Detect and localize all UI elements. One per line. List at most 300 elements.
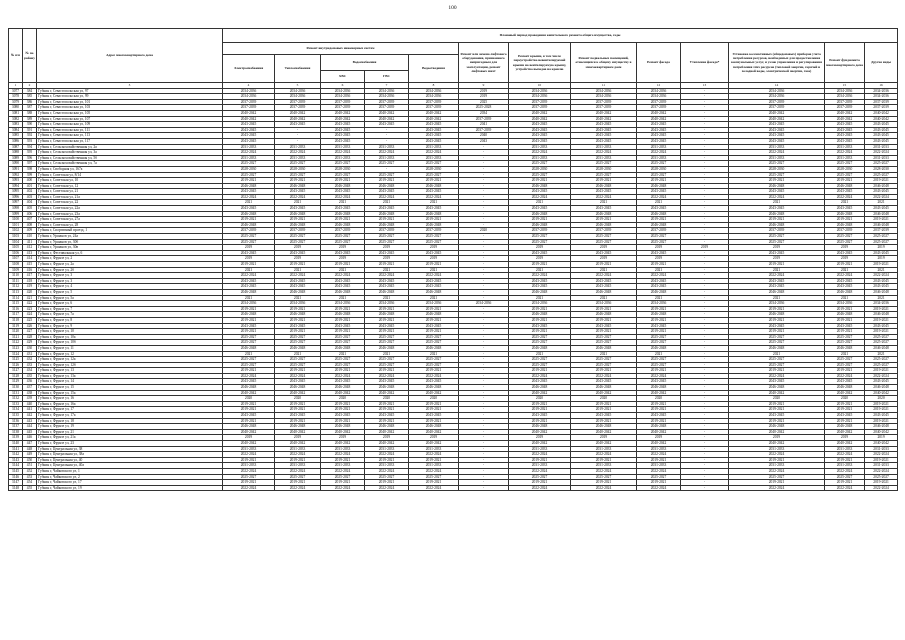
table-cell: 2025-2027 (321, 172, 365, 178)
table-cell: 2043-2045 (571, 138, 637, 144)
table-cell: 2043-2045 (637, 323, 681, 329)
table-cell: 2046-2048 (865, 183, 898, 189)
table-cell: 2034-2036 (459, 301, 509, 307)
table-cell: - (459, 161, 509, 167)
table-cell: 2043-2045 (509, 323, 571, 329)
column-number: 2 (23, 83, 37, 89)
table-cell: 2022-2024 (365, 485, 409, 491)
table-cell: 2043-2045 (571, 413, 637, 419)
table-cell: 397 (23, 161, 37, 167)
address-cell: Губкин г, Фрунзе ул, 19 (37, 424, 223, 430)
table-cell: 2037-2039 (637, 228, 681, 234)
table-cell: 2037-2039 (409, 228, 459, 234)
table-cell: 2043-2045 (409, 379, 459, 385)
table-cell: - (365, 166, 409, 172)
table-cell: 2021 (729, 200, 825, 206)
table-cell: 2040-2042 (223, 110, 275, 116)
table-cell: 2019 (729, 256, 825, 262)
table-cell: 2019-2021 (571, 178, 637, 184)
table-cell: 2046-2048 (729, 345, 825, 351)
table-cell: 2025-2027 (729, 161, 825, 167)
table-cell: - (459, 457, 509, 463)
table-cell: - (365, 127, 409, 133)
table-cell: 2025-2027 (571, 239, 637, 245)
table-cell: 2019 (571, 256, 637, 262)
table-cell: 2022-2024 (321, 273, 365, 279)
table-cell: 2025-2027 (509, 239, 571, 245)
table-cell: 2034-2036 (275, 301, 321, 307)
table-cell: 2031-2033 (275, 446, 321, 452)
table-cell: 2034-2036 (321, 94, 365, 100)
table-cell: 2046-2048 (509, 424, 571, 430)
table-cell: 2031-2033 (825, 144, 865, 150)
table-cell: 2046-2048 (275, 312, 321, 318)
table-cell: 2022-2024 (409, 373, 459, 379)
table-cell: 2022-2024 (509, 150, 571, 156)
address-cell: Губкин г, Фрунзе ул, 5а (37, 295, 223, 301)
table-cell: 2046-2048 (571, 211, 637, 217)
address-cell: Губкин г, Уршанов ул, 24а (37, 234, 223, 240)
table-cell: 2037-2039 (509, 105, 571, 111)
table-cell: 2040-2042 (409, 429, 459, 435)
table-cell: 2019-2021 (509, 217, 571, 223)
table-cell: 2046-2048 (729, 222, 825, 228)
table-cell: 2019 (321, 245, 365, 251)
table-cell: 2022-2024 (365, 273, 409, 279)
table-cell: - (459, 379, 509, 385)
table-cell: 2020 (637, 396, 681, 402)
table-cell: 3136 (9, 418, 23, 424)
table-cell: 2037-2039 (571, 105, 637, 111)
table-cell: 2025-2027 (729, 357, 825, 363)
table-cell: 2019-2021 (825, 401, 865, 407)
table-cell: - (681, 284, 729, 290)
table-cell: - (681, 345, 729, 351)
address-cell: Губкин г, Фрунзе ул, 15а (37, 390, 223, 396)
table-cell: 2043-2045 (365, 284, 409, 290)
table-cell: 2031-2033 (865, 155, 898, 161)
table-cell: 2037-2039 (321, 99, 365, 105)
table-cell: 2025-2027 (409, 334, 459, 340)
table-cell: 2031-2033 (509, 446, 571, 452)
table-cell: 2019-2021 (275, 262, 321, 268)
table-cell: 3094 (9, 183, 23, 189)
table-cell: - (681, 295, 729, 301)
table-cell: 2037-2039 (865, 228, 898, 234)
table-cell: 2019 (275, 245, 321, 251)
table-cell: 2021 (509, 200, 571, 206)
address-cell: Губкин г, Фрунзе ул, 2б (37, 267, 223, 273)
table-cell: - (681, 301, 729, 307)
table-cell: 2046-2048 (509, 211, 571, 217)
table-cell: 2025-2027 (321, 334, 365, 340)
table-cell: 452 (23, 468, 37, 474)
table-cell: 2043-2045 (365, 206, 409, 212)
table-cell: - (459, 245, 509, 251)
table-cell: 2031-2033 (321, 446, 365, 452)
table-cell: - (681, 150, 729, 156)
table-cell: 3095 (9, 189, 23, 195)
table-cell: 2025-2027 (729, 234, 825, 240)
table-cell: 2025-2027 (637, 234, 681, 240)
table-cell: 2019-2021 (865, 217, 898, 223)
table-cell: - (681, 390, 729, 396)
table-cell: 2040-2042 (275, 390, 321, 396)
table-cell: 2043-2045 (729, 278, 825, 284)
table-cell: 2022-2024 (409, 150, 459, 156)
table-cell: 2019-2021 (637, 329, 681, 335)
table-cell: 2031-2033 (637, 155, 681, 161)
table-cell: 2043-2045 (275, 122, 321, 128)
header-water-group: Водоснабжения (321, 55, 409, 71)
table-cell: 3088 (9, 150, 23, 156)
address-cell: Губкин г, Фрунзе ул, 9 (37, 323, 223, 329)
table-cell: 2019-2021 (365, 306, 409, 312)
table-cell: 2037-2039 (365, 228, 409, 234)
table-cell: 2034-2036 (509, 94, 571, 100)
table-cell: 444 (23, 424, 37, 430)
table-cell: 3139 (9, 435, 23, 441)
table-cell: 2037-2039 (865, 105, 898, 111)
address-cell: Губкин г, Фрунзе ул, 7а (37, 312, 223, 318)
table-cell: 2046-2048 (865, 312, 898, 318)
table-cell: 2019-2021 (637, 306, 681, 312)
table-cell: 2046-2048 (365, 424, 409, 430)
table-cell: 2019-2021 (637, 407, 681, 413)
address-cell: Губкин г, Фрунзе ул, 10а (37, 334, 223, 340)
table-cell: 2019-2021 (409, 407, 459, 413)
table-cell: 2031-2033 (223, 155, 275, 161)
table-cell: 2019-2021 (275, 317, 321, 323)
table-cell: 3100 (9, 217, 23, 223)
column-number: 7 (365, 83, 409, 89)
table-cell: 2022-2024 (365, 468, 409, 474)
table-cell: 445 (23, 429, 37, 435)
table-cell: 2046-2048 (275, 289, 321, 295)
table-cell: - (275, 133, 321, 139)
table-cell: 2043-2045 (729, 138, 825, 144)
table-cell: 3120 (9, 329, 23, 335)
table-cell: 2046-2048 (825, 424, 865, 430)
table-cell: 2025-2027 (509, 362, 571, 368)
table-cell: 2019-2021 (275, 368, 321, 374)
table-cell: 2019-2021 (729, 480, 825, 486)
table-cell: 2020 (865, 396, 898, 402)
table-cell: 2025-2027 (571, 161, 637, 167)
table-cell: 2034-2036 (865, 94, 898, 100)
table-cell: 2037-2039 (409, 105, 459, 111)
table-cell: 2022-2024 (321, 468, 365, 474)
table-cell: 2043-2045 (223, 413, 275, 419)
table-cell: 2019-2021 (571, 306, 637, 312)
table-cell: 2028-2030 (321, 166, 365, 172)
table-cell: 2019-2021 (365, 418, 409, 424)
table-cell: 2046-2048 (865, 385, 898, 391)
table-cell: 3128 (9, 373, 23, 379)
table-cell: 2022-2024 (825, 485, 865, 491)
table-cell: 2037-2039 (365, 105, 409, 111)
table-cell: 2021 (275, 267, 321, 273)
table-cell: 2040-2042 (571, 110, 637, 116)
table-cell: - (681, 178, 729, 184)
table-cell: 2019-2021 (865, 329, 898, 335)
table-cell: 2046-2048 (637, 385, 681, 391)
table-cell: 2043-2045 (509, 413, 571, 419)
address-cell: Губкин г, Фрунзе ул, 4 (37, 284, 223, 290)
table-cell: - (459, 385, 509, 391)
table-cell: 405 (23, 206, 37, 212)
table-cell: 2019-2021 (637, 262, 681, 268)
table-cell: - (681, 357, 729, 363)
table-cell: 401 (23, 183, 37, 189)
table-cell: 2025-2027 (825, 357, 865, 363)
table-cell: - (459, 144, 509, 150)
table-cell: 2028-2030 (409, 166, 459, 172)
table-cell: 2046-2048 (223, 289, 275, 295)
table-cell: 2031-2033 (865, 144, 898, 150)
table-cell: 2022-2024 (825, 452, 865, 458)
table-cell: 3079 (9, 99, 23, 105)
table-cell: 3105 (9, 245, 23, 251)
table-cell: 2019-2021 (729, 401, 825, 407)
table-cell: 2022-2024 (865, 468, 898, 474)
address-cell: Губкин г, Чайковского ул, 17 (37, 480, 223, 486)
table-cell: 2028-2030 (509, 166, 571, 172)
table-cell: 2019-2021 (409, 457, 459, 463)
table-cell: 2046-2048 (729, 183, 825, 189)
table-cell: - (459, 239, 509, 245)
table-cell: 3146 (9, 474, 23, 480)
address-cell: Губкин г, Фрунзе ул, 8 (37, 317, 223, 323)
table-cell: 2019 (321, 256, 365, 262)
table-cell: - (459, 368, 509, 374)
table-cell: 2022-2024 (409, 485, 459, 491)
table-cell: 2019-2021 (637, 178, 681, 184)
table-cell: 417 (23, 273, 37, 279)
table-cell: 2046-2048 (729, 211, 825, 217)
table-cell: 2019-2021 (275, 178, 321, 184)
table-cell: 412 (23, 245, 37, 251)
table-cell: 2019-2021 (275, 401, 321, 407)
table-cell: 2022-2024 (223, 485, 275, 491)
table-cell: 2025-2027 (223, 334, 275, 340)
table-cell: 3083 (9, 122, 23, 128)
table-cell: - (681, 429, 729, 435)
table-cell: 2043-2045 (321, 379, 365, 385)
table-cell: - (681, 200, 729, 206)
table-cell: 2025-2027 (223, 357, 275, 363)
table-cell: 3086 (9, 138, 23, 144)
table-cell: 408 (23, 222, 37, 228)
table-cell: - (681, 385, 729, 391)
table-cell: - (459, 166, 509, 172)
table-cell: 2040-2042 (275, 116, 321, 122)
table-cell: 3127 (9, 368, 23, 374)
table-cell: 393 (23, 138, 37, 144)
table-cell: - (681, 329, 729, 335)
table-cell: 396 (23, 155, 37, 161)
table-cell: 2046-2048 (825, 385, 865, 391)
table-cell: 2019-2021 (365, 178, 409, 184)
table-cell: 2025 (459, 99, 509, 105)
table-cell: 2019-2021 (409, 262, 459, 268)
table-cell: 2034-2036 (275, 88, 321, 94)
table-cell: 2046-2048 (321, 211, 365, 217)
table-cell: 2019-2021 (865, 262, 898, 268)
table-cell: 2019 (223, 256, 275, 262)
table-cell: 2043-2045 (409, 206, 459, 212)
table-cell: 2031-2033 (825, 155, 865, 161)
table-cell: 2043-2045 (571, 133, 637, 139)
table-cell: 2019-2021 (365, 407, 409, 413)
column-number: 15 (825, 83, 865, 89)
header-foundation: Ремонт фундамента многоквартирного дома (825, 43, 865, 83)
table-cell: 2025-2027 (365, 334, 409, 340)
table-cell: - (681, 183, 729, 189)
table-cell: 2019-2021 (729, 329, 825, 335)
table-cell: 2020 (365, 396, 409, 402)
table-cell: 2022-2024 (321, 452, 365, 458)
table-cell: 2040-2042 (571, 390, 637, 396)
table-cell: - (459, 340, 509, 346)
table-cell: 2019 (825, 245, 865, 251)
table-cell: 2046-2048 (825, 345, 865, 351)
table-cell: 2022-2024 (223, 452, 275, 458)
table-cell: 2021 (365, 295, 409, 301)
table-cell: 2034-2036 (223, 94, 275, 100)
table-cell: - (681, 474, 729, 480)
table-cell: 2022-2024 (321, 485, 365, 491)
table-cell: - (459, 278, 509, 284)
table-cell: 3108 (9, 262, 23, 268)
table-cell: 2019-2021 (275, 329, 321, 335)
table-cell: 2021 (275, 200, 321, 206)
table-cell: 2025-2027 (409, 172, 459, 178)
table-cell: 2043-2045 (223, 278, 275, 284)
table-cell: 2021 (637, 267, 681, 273)
table-cell: 2025-2027 (409, 234, 459, 240)
table-cell: 2046-2048 (365, 312, 409, 318)
table-cell: 2034-2036 (365, 94, 409, 100)
table-cell: 2034-2036 (571, 301, 637, 307)
table-cell: 2025-2027 (637, 362, 681, 368)
table-cell: 2019-2021 (409, 480, 459, 486)
table-cell: 2046-2048 (223, 222, 275, 228)
table-cell: 2021 (729, 351, 825, 357)
table-cell: 2043-2045 (509, 122, 571, 128)
table-cell: 2046-2048 (223, 312, 275, 318)
table-cell: 415 (23, 262, 37, 268)
table-cell: 416 (23, 267, 37, 273)
table-cell: 2019-2021 (729, 306, 825, 312)
table-cell: 420 (23, 289, 37, 295)
address-cell: Губкин г, Фрунзе ул, 16 (37, 396, 223, 402)
table-cell: 2043-2045 (509, 133, 571, 139)
header-address: Адрес многоквартирного дома (37, 29, 223, 83)
table-cell: 2043-2045 (365, 323, 409, 329)
table-cell: 2043-2045 (825, 206, 865, 212)
table-cell: - (681, 407, 729, 413)
table-cell: - (681, 457, 729, 463)
table-cell: 2025-2027 (509, 340, 571, 346)
table-cell: 2025-2027 (321, 161, 365, 167)
table-cell: 2028-2030 (865, 166, 898, 172)
table-cell: 2040-2042 (637, 390, 681, 396)
table-cell: 2043-2045 (321, 127, 365, 133)
table-cell: 423 (23, 306, 37, 312)
table-cell: 2043-2045 (729, 206, 825, 212)
table-cell: - (459, 435, 509, 441)
address-cell: Губкин г, Фрунзе ул, 16а (37, 401, 223, 407)
table-cell: 2025-2027 (865, 161, 898, 167)
column-number: 16 (865, 83, 898, 89)
table-cell: 2046-2048 (223, 385, 275, 391)
table-cell: 2040-2042 (825, 390, 865, 396)
table-cell: 2034-2036 (409, 88, 459, 94)
header-period-title: Плановый период проведения капитального ремонта общего имущества, годы (223, 29, 898, 43)
table-cell: - (681, 401, 729, 407)
table-cell: 2043-2045 (637, 133, 681, 139)
table-cell: 2019-2021 (223, 217, 275, 223)
table-cell: - (459, 295, 509, 301)
table-cell: 3109 (9, 267, 23, 273)
table-cell: 2021 (223, 267, 275, 273)
table-cell: 448 (23, 446, 37, 452)
table-cell: 2019-2021 (637, 457, 681, 463)
table-cell: 2025-2027 (365, 357, 409, 363)
table-cell: 413 (23, 250, 37, 256)
table-cell: 2046-2048 (321, 222, 365, 228)
table-cell: 2019 (509, 245, 571, 251)
table-cell: 2019-2021 (321, 329, 365, 335)
table-cell: 2043-2045 (509, 250, 571, 256)
table-cell: 2046-2048 (365, 183, 409, 189)
column-number: 14 (729, 83, 825, 89)
table-cell: 2043-2045 (509, 284, 571, 290)
table-cell: 2022-2024 (865, 373, 898, 379)
address-cell: Губкин г, Советская ул, 23а (37, 211, 223, 217)
table-cell: 3118 (9, 317, 23, 323)
table-cell: 2043-2045 (223, 189, 275, 195)
table-cell: 2022-2024 (365, 194, 409, 200)
table-cell: 3104 (9, 239, 23, 245)
table-cell: 3097 (9, 200, 23, 206)
table-cell: 2037-2039 (223, 228, 275, 234)
table-cell: - (459, 413, 509, 419)
table-cell: 2040-2042 (321, 110, 365, 116)
header-lift: Ремонт или замена лифтового оборудования, признанного непригодным для эксплуатации, ремонт лифтовых шахт (459, 43, 509, 83)
table-cell: - (459, 463, 509, 469)
address-cell: Губкин г, Фрунзе ул, 13 (37, 368, 223, 374)
table-cell: 2043-2045 (321, 133, 365, 139)
table-cell: 2046-2048 (825, 312, 865, 318)
table-cell: 2034-2036 (729, 301, 825, 307)
table-cell: 2019 (571, 435, 637, 441)
table-cell: 2025-2027 (865, 334, 898, 340)
table-cell: - (681, 127, 729, 133)
table-cell: - (681, 206, 729, 212)
table-cell: - (459, 267, 509, 273)
table-cell: 2031-2033 (275, 144, 321, 150)
header-facade: Ремонт фасада (637, 43, 681, 83)
table-cell: 2043-2045 (729, 122, 825, 128)
table-cell: 388 (23, 110, 37, 116)
address-cell: Губкин г, Севастопольская ул, 117 (37, 138, 223, 144)
table-cell: 2031-2033 (571, 155, 637, 161)
table-cell: 386 (23, 99, 37, 105)
table-cell: 2021 (865, 267, 898, 273)
table-cell: 2022-2024 (571, 468, 637, 474)
